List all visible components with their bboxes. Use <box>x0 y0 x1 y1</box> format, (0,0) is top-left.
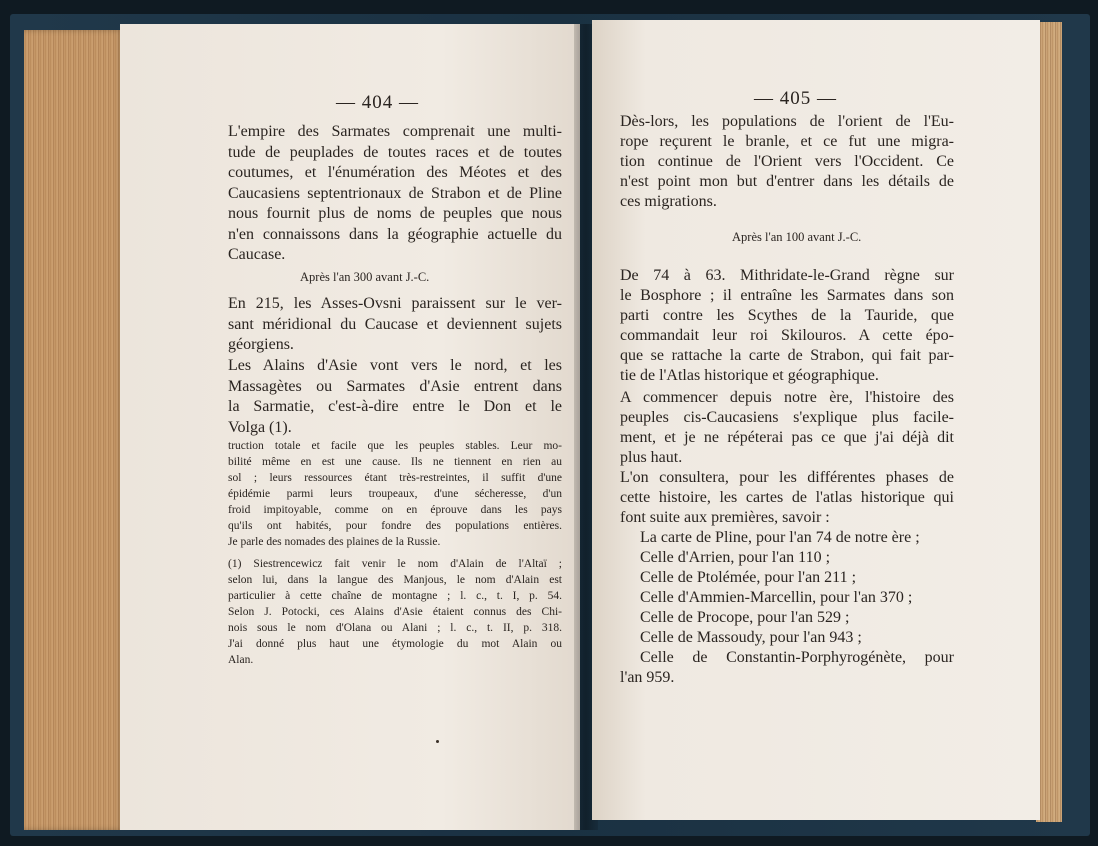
text-line: rope reçurent le branle, et ce fut une migra- <box>620 133 954 150</box>
footnote-line: bilité même en est une cause. Ils ne tiennent en rien au <box>228 456 562 468</box>
text-line: parti contre les Scythes de la Tauride, que <box>620 307 954 324</box>
text-line: cette histoire, les cartes de l'atlas historique qui <box>620 489 954 506</box>
footnote-line: sol ; leurs ressources étant très-restreintes, il suffit d'une <box>228 472 562 484</box>
footnote-line: Je parle des nomades des plaines de la Russie. <box>228 536 441 548</box>
text-line: Caucase. <box>228 246 286 263</box>
left-paragraph-3 <box>228 356 562 438</box>
right-paragraph-4 <box>620 468 954 528</box>
footnote-line: selon lui, dans la langue des Manjous, le nom d'Alain est <box>228 574 562 586</box>
text-line: Dès-lors, les populations de l'orient de l'Eu- <box>620 113 954 130</box>
text-line: le Bosphore ; il entraîne les Sarmates dans son <box>620 287 954 304</box>
footnote-line: truction totale et facile que les peuples stables. Leur mo- <box>228 440 562 452</box>
text-line: Volga (1). <box>228 418 292 436</box>
right-page <box>592 20 1040 820</box>
text-line: tude de peuplades de toutes races et de toutes <box>228 143 562 161</box>
right-paragraph-2 <box>620 266 954 386</box>
footnote-line: Alan. <box>228 654 254 666</box>
footnote-line: J'ai donné plus haut une étymologie du mot Alain ou <box>228 638 562 650</box>
left-page <box>120 24 580 830</box>
text-line: L'on consultera, pour les différentes phases de <box>620 469 954 486</box>
text-line: n'en connaissons dans la géographie actuelle du <box>228 225 562 243</box>
footnote-line: particulier à cette chaîne de montagne ; l. c., t. I, p. 54. <box>228 590 562 602</box>
text-line: tion continue de l'Orient vers l'Occident. Ce <box>620 153 954 170</box>
list-item: Celle de Massoudy, pour l'an 943 ; <box>640 629 862 646</box>
text-line: que se rattache la carte de Strabon, qui fait par- <box>620 347 954 364</box>
right-dateline: Après l'an 100 avant J.-C. <box>732 230 862 244</box>
footnote-line: Selon J. Potocki, ces Alains d'Asie étaient connus des Chi- <box>228 606 562 618</box>
text-line: sant méridional du Caucase et deviennent sujets <box>228 315 562 333</box>
text-line: commandait leur roi Skilouros. A cette épo- <box>620 327 954 344</box>
left-page-number: — 404 — <box>336 92 419 113</box>
text-line: tie de l'Atlas historique et géographique. <box>620 367 879 384</box>
text-line: L'empire des Sarmates comprenait une multi- <box>228 123 562 140</box>
left-paragraph-1 <box>228 122 562 266</box>
list-item: La carte de Pline, pour l'an 74 de notre ère ; <box>640 529 920 546</box>
left-paragraph-2 <box>228 294 562 356</box>
footnote-line: épidémie parmi leurs troupeaux, d'une sécheresse, d'un <box>228 488 562 500</box>
text-line: nous fournit plus de noms de peuples que nous <box>228 205 562 222</box>
page-edges-left <box>24 30 124 830</box>
text-line: coutumes, et l'énumération des Méotes et des <box>228 164 562 181</box>
text-line: Caucasiens septentrionaux de Strabon et de Pline <box>228 184 562 202</box>
footnote-line: nois sous le nom d'Olana ou Alani ; l. c., t. II, p. 318. <box>228 622 562 634</box>
text-line: plus haut. <box>620 449 683 466</box>
ink-speck <box>436 740 439 743</box>
right-paragraph-1 <box>620 112 954 212</box>
right-paragraph-3 <box>620 388 954 468</box>
text-line: n'est point mon but d'entrer dans les détails de <box>620 173 954 190</box>
list-item: Celle d'Ammien-Marcellin, pour l'an 370 ; <box>640 589 913 606</box>
map-list <box>620 528 954 688</box>
text-line: En 215, les Asses-Ovsni paraissent sur le ver- <box>228 295 562 312</box>
footnote-line: qu'ils ont habités, pour fondre des populations entières. <box>228 520 562 532</box>
text-line: A commencer depuis notre ère, l'histoire des <box>620 389 954 406</box>
footnote-1 <box>228 556 562 668</box>
list-item: Celle de Ptolémée, pour l'an 211 ; <box>640 569 857 586</box>
list-item: Celle de Procope, pour l'an 529 ; <box>640 609 850 626</box>
right-page-number: — 405 — <box>754 88 837 109</box>
text-line: ment, et je ne répéterai pas ce que j'ai déjà dit <box>620 429 954 446</box>
text-line: De 74 à 63. Mithridate-le-Grand règne sur <box>620 267 954 284</box>
text-line: font suite aux premières, savoir : <box>620 509 830 526</box>
footnote-line: froid impitoyable, comme on en éprouve dans les pays <box>228 504 562 516</box>
text-line: Massagètes ou Sarmates d'Asie entrent dans <box>228 377 562 395</box>
list-item: Celle de Constantin-Porphyrogénète, pour <box>640 649 954 666</box>
footnote-line: (1) Siestrencewicz fait venir le nom d'Alain de l'Altaï ; <box>228 558 562 570</box>
text-line: Les Alains d'Asie vont vers le nord, et les <box>228 357 562 374</box>
footnote-continuation <box>228 438 562 550</box>
text-line: ces migrations. <box>620 193 717 210</box>
text-line: peuples cis-Caucasiens s'explique plus facile- <box>620 409 954 426</box>
text-line: la Sarmatie, c'est-à-dire entre le Don et le <box>228 398 562 415</box>
left-dateline: Après l'an 300 avant J.-C. <box>300 270 430 284</box>
list-item: Celle d'Arrien, pour l'an 110 ; <box>640 549 831 566</box>
list-item: l'an 959. <box>620 669 675 686</box>
text-line: géorgiens. <box>228 336 294 353</box>
